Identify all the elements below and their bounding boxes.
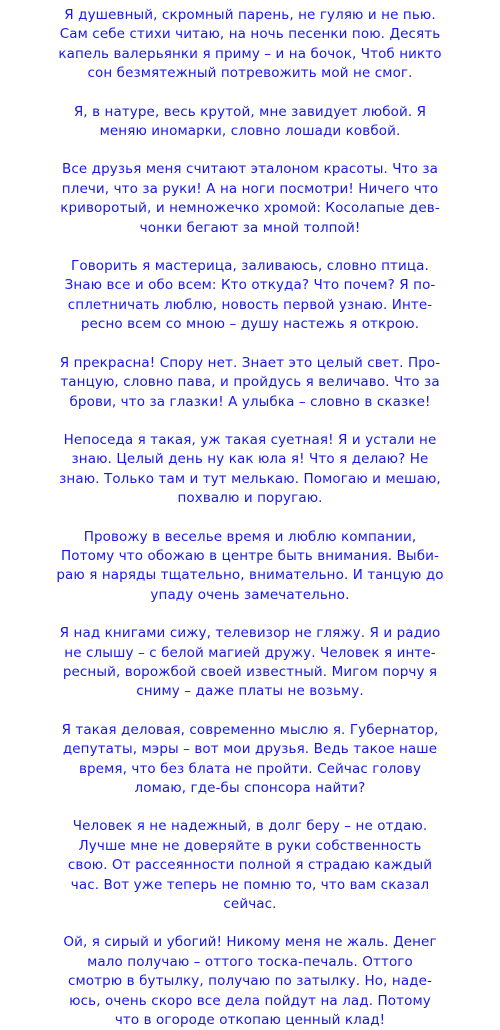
poem-line: чонки бегают за мной толпой!: [139, 219, 361, 236]
poem-line: мало получаю – оттого тоска-печаль. Оттого: [87, 953, 413, 970]
poem-line: сейчас.: [223, 896, 277, 913]
poem-line: время, что без блата не пройти. Сейчас голову: [78, 760, 422, 777]
poem-line: час. Вот уже теперь не помню то, что вам сказал: [70, 876, 430, 893]
stanza: [4, 721, 496, 799]
poem-line: Человек я не надежный, в долг беру – не отдаю.: [72, 818, 428, 835]
poem-line: Сам себе стихи читаю, на ночь песенки пою. Десять: [59, 26, 441, 43]
poem-line: раю я наряды тщательно, внимательно. И танцую до: [56, 567, 444, 584]
stanza: [4, 160, 496, 238]
poem-line: ресный, ворожбой своей известный. Мигом порчу я: [62, 663, 438, 680]
poem-line: Все друзья меня считают эталоном красоты. Что за: [62, 161, 438, 178]
stanza: [4, 817, 496, 914]
poem-line: юсь, очень скоро все дела пойдут на лад. Потому: [69, 992, 431, 1009]
poem-line: брови, что за глазки! А улыбка – словно в сказке!: [69, 393, 431, 410]
poem-line: Провожу в веселье время и люблю компании,: [83, 528, 417, 545]
poem-line: Я душевный, скромный парень, не гуляю и не пью.: [64, 7, 436, 23]
poem-line: сплетничать люблю, новость первой узнаю. Инте-: [67, 296, 433, 313]
poem-line: плечи, что за руки! А на ноги посмотри! Ничего что: [61, 180, 439, 197]
stanza: [4, 6, 496, 84]
poem-line: Я над книгами сижу, телевизор не гляжу. Я и радио: [59, 625, 441, 642]
stanza: [4, 103, 496, 142]
stanza: [4, 528, 496, 606]
poem-line: Говорить я мастерица, заливаюсь, словно птица.: [71, 258, 429, 275]
stanza: [4, 354, 496, 412]
poem-text: [4, 6, 496, 1030]
poem-line: меняю иномарки, словно лошади ковбой.: [99, 123, 401, 140]
poem-line: Я прекрасна! Спору нет. Знает это целый свет. Про-: [59, 354, 441, 371]
poem-line: танцую, словно пава, и пройдусь я величаво. Что за: [60, 374, 440, 391]
poem-line: не слышу – с белой магией дружу. Человек я инте-: [64, 644, 436, 661]
poem-line: Потому что обожаю в центре быть внимания. Выби-: [61, 547, 439, 564]
poem-line: криворотый, и немножечко хромой: Косолапые дев-: [60, 200, 440, 217]
stanza: [4, 933, 496, 1030]
poem-line: знаю. Целый день ну как юла я! Что я делаю? Не: [71, 451, 429, 468]
poem-line: сон безмятежный потревожить мой не смог.: [87, 65, 413, 82]
stanza: [4, 624, 496, 702]
poem-line: депутаты, мэры – вот мои друзья. Ведь такое наше: [62, 741, 438, 758]
poem-line: свою. От рассеянности полной я страдаю каждый: [67, 857, 433, 874]
poem-line: похвалю и поругаю.: [177, 490, 323, 507]
poem-line: знаю. Только там и тут мелькаю. Помогаю и мешаю,: [59, 470, 441, 487]
poem-line: сниму – даже платы не возьму.: [136, 683, 364, 700]
poem-line: Лучше мне не доверяйте в руки собственность: [78, 837, 422, 854]
poem-line: ресно всем со мною – душу настежь я открою.: [80, 316, 420, 333]
poem-line: что в огороде откопаю ценный клад!: [114, 1012, 386, 1029]
poem-line: упаду очень замечательно.: [150, 586, 350, 603]
poem-line: Непоседа я такая, уж такая суетная! Я и устали не: [63, 431, 437, 448]
poem-line: Я, в натуре, весь крутой, мне завидует любой. Я: [73, 103, 427, 120]
poem-line: ломаю, где-бы спонсора найти?: [134, 780, 366, 796]
poem-line: Ой, я сирый и убогий! Никому меня не жаль. Денег: [63, 934, 437, 951]
poem-line: Я такая деловая, современно мыслю я. Губернатор,: [61, 721, 439, 738]
poem-line: смотрю в бутылку, получаю по затылку. Но, наде-: [67, 973, 432, 990]
stanza: [4, 257, 496, 335]
stanza: [4, 431, 496, 509]
poem-line: капель валерьянки я приму – и на бочок, Чтоб никто: [58, 45, 442, 62]
poem-line: Знаю все и обо всем: Кто откуда? Что почем? Я по-: [64, 277, 436, 294]
